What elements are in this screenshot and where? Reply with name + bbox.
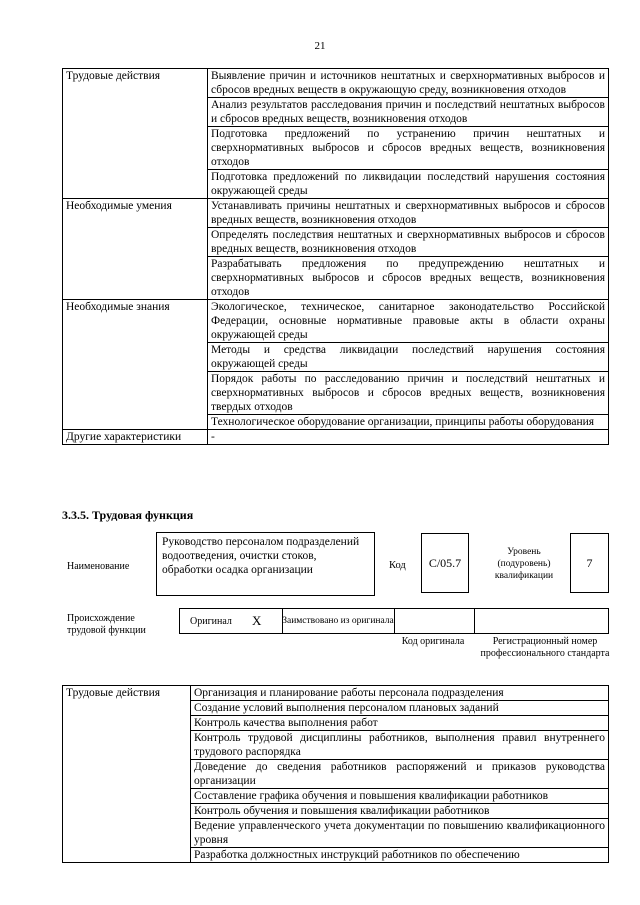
row-item: Порядок работы по расследованию причин и последствий нештатных и сверхнормативных выбросов и сбросов вредных веществ, возникновения твердых отходов: [208, 372, 609, 415]
table-row: [63, 686, 609, 701]
level-label: Уровень (подуровень) квалификации: [494, 547, 554, 581]
table-row: [63, 199, 609, 228]
row-item: Экологическое, техническое, санитарное законодательство Российской Федерации, основные нормативные правовые акты в области охраны окружающей среды: [208, 300, 609, 343]
original-mark: X: [252, 613, 262, 628]
row-item: Ведение управленческого учета документации по повышению квалификационного уровня: [191, 819, 609, 848]
code-box: [421, 533, 469, 593]
function-name-box: [156, 532, 375, 596]
original-label: Оригинал: [190, 615, 232, 627]
row-item: Подготовка предложений по ликвидации последствий нарушения состояния окружающей среды: [208, 170, 609, 199]
row-item: Контроль качества выполнения работ: [191, 716, 609, 731]
code-original-cell: [394, 609, 475, 633]
competency-table: [62, 68, 609, 445]
row-label: Трудовые действия: [63, 69, 208, 199]
row-item: Контроль обучения и повышения квалификации работников: [191, 804, 609, 819]
level-box: [570, 533, 609, 593]
row-item: Подготовка предложений по устранению причин нештатных и сверхнормативных выбросов и сбросов вредных веществ, возникновения отходов: [208, 127, 609, 170]
code-label: Код: [389, 560, 406, 571]
table-row: [63, 300, 609, 343]
row-item: Технологическое оборудование организации, принципы работы оборудования: [208, 415, 609, 430]
row-item: -: [208, 430, 609, 445]
reg-number-label: Регистрационный номер профессионального стандарта: [480, 636, 610, 659]
row-item: Доведение до сведения работников распоряжений и приказов руководства организации: [191, 760, 609, 789]
function-name-value: Руководство персоналом подразделений водоотведения, очистки стоков, обработки осадка организации: [162, 536, 360, 576]
page-number: 21: [314, 40, 326, 52]
origin-row: [179, 608, 609, 634]
row-item: Создание условий выполнения персоналом плановых заданий: [191, 701, 609, 716]
table-row: [63, 430, 609, 445]
row-item: Разработка должностных инструкций работников по обеспечению: [191, 848, 609, 863]
row-item: Определять последствия нештатных и сверхнормативных выбросов и сбросов вредных веществ, возникновения отходов: [208, 228, 609, 257]
borrowed-cell: [282, 609, 395, 633]
row-item: Выявление причин и источников нештатных и сверхнормативных выбросов и сбросов вредных веществ в окружающую среду, возникновения отходов: [208, 69, 609, 98]
row-item: Анализ результатов расследования причин и последствий нештатных выбросов и сбросов вредных веществ, возникновения отходов: [208, 98, 609, 127]
section-heading: 3.3.5. Трудовая функция: [62, 508, 194, 522]
row-label: Трудовые действия: [63, 686, 191, 863]
reg-number-cell: [474, 609, 608, 633]
row-item: Разрабатывать предложения по предупреждению нештатных и сверхнормативных выбросов и сбросов вредных веществ, возникновения отходов: [208, 257, 609, 300]
name-label: Наименование: [67, 561, 130, 572]
table-row: [63, 69, 609, 98]
row-item: Контроль трудовой дисциплины работников, выполнения правил внутреннего трудового распорядка: [191, 731, 609, 760]
row-label: Необходимые умения: [63, 199, 208, 300]
borrowed-label: Заимствовано из оригинала: [282, 615, 394, 626]
work-actions-table: [62, 685, 609, 863]
level-value: 7: [586, 555, 593, 570]
row-label: Другие характеристики: [63, 430, 208, 445]
origin-label: Происхождение трудовой функции: [67, 613, 146, 636]
row-item: Составление графика обучения и повышения квалификации работников: [191, 789, 609, 804]
row-label: Необходимые знания: [63, 300, 208, 430]
code-original-label: Код оригинала: [401, 636, 465, 647]
code-value: C/05.7: [428, 555, 462, 570]
row-item: Организация и планирование работы персонала подразделения: [191, 686, 609, 701]
original-cell: [180, 609, 283, 633]
row-item: Методы и средства ликвидации последствий нарушения состояния окружающей среды: [208, 343, 609, 372]
row-item: Устанавливать причины нештатных и сверхнормативных выбросов и сбросов вредных веществ, возникновения отходов: [208, 199, 609, 228]
